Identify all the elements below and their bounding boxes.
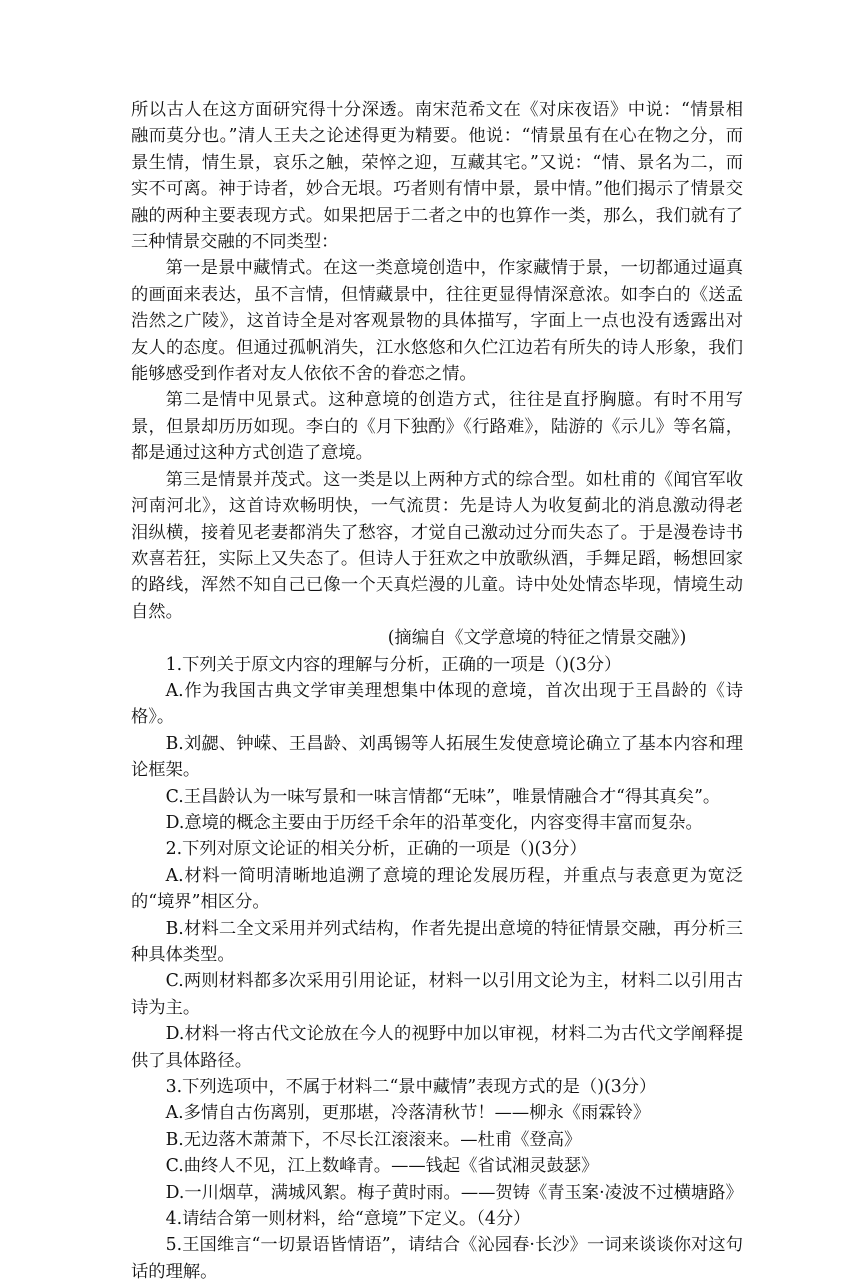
question-1-option-c: C.王昌龄认为一味写景和一味言情都“无味”，唯景情融合才“得其真矣”。 [165,786,721,807]
question-2-option-d: D.材料一将古代文论放在今人的视野中加以审视，材料二为古代文学阐释提供了具体路径。 [131,1024,743,1071]
question-2-option-c: C.两则材料都多次采用引用论证，材料一以引用文论为主，材料二以引用古诗为主。 [131,971,743,1018]
source-citation: (摘编自《文学意境的特征之情景交融》) [387,628,687,649]
question-5: 5.王国维言“一切景语皆情语”，请结合《沁园春·长沙》一词来谈谈你对这句话的理解。 [131,1235,743,1282]
question-3-option-d: D.一川烟草，满城风絮。梅子黄时雨。——贺铸《青玉案·凌波不过横塘路》 [165,1182,743,1203]
question-3-option-b: B.无边落木萧萧下，不尽长江滚滚来。—杜甫《登高》 [165,1129,582,1150]
question-4: 4.请结合第一则材料，给“意境”下定义。（4分） [165,1209,531,1230]
question-3-option-c: C.曲终人不见，江上数峰青。——钱起《省试湘灵鼓瑟》 [165,1156,599,1177]
question-3: 3.下列选项中，不属于材料二“景中藏情”表现方式的是（)(3分） [165,1077,657,1098]
paragraph-type-three: 第三是情景并茂式。这一类是以上两种方式的综合型。如杜甫的《闻官军收河南河北》，这首诗欢畅明快，一气流贯：先是诗人为收复蓟北的消息激动得老泪纵横，接着见老妻都消失了愁容，才觉自己激动过分而失态了。于是漫卷诗书欢喜若狂，实际上又失态了。但诗人于狂欢之中放歌纵酒，手舞足蹈，畅想回家的路线，浑然不知自己已像一个天真烂漫的儿童。诗中处处情态毕现，情境生动自然。 [131,469,743,622]
question-2: 2.下列对原文论证的相关分析，正确的一项是（)(3分） [165,839,587,860]
question-1-option-d: D.意境的概念主要由于历经千余年的沿革变化，内容变得丰富而复杂。 [165,812,703,833]
question-1-option-b: B.刘勰、钟嵘、王昌龄、刘禹锡等人拓展生发使意境论确立了基本内容和理论框架。 [131,733,743,781]
question-3-option-a: A.多情自古伤离别，更那堪，冷落清秋节！——柳永《雨霖铃》 [165,1103,651,1124]
question-2-option-b: B.材料二全文采用并列式结构，作者先提出意境的特征情景交融，再分析三种具体类型。 [131,918,743,965]
question-2-option-a: A.材料一简明清晰地追溯了意境的理论发展历程，并重点与表意更为宽泛的“境界”相区分。 [131,865,743,913]
question-1-option-a: A.作为我国古典文学审美理想集中体现的意境，首次出现于王昌龄的《诗格》。 [131,680,743,728]
paragraph-intro: 所以古人在这方面研究得十分深透。南宋范希文在《对床夜语》中说：“情景相融而莫分也。”清人王夫之论述得更为精要。他说：“情景虽有在心在物之分，而景生情，情生景，哀乐之触，荣悴之迎，互藏其宅。”又说：“情、景名为二，而实不可离。神于诗者，妙合无垠。巧者则有情中景，景中情。”他们揭示了情景交融的两种主要表现方式。如果把居于二者之中的也算作一类，那么，我们就有了三种情景交融的不同类型： [131,100,743,253]
paragraph-type-one: 第一是景中藏情式。在这一类意境创造中，作家藏情于景，一切都通过逼真的画面来表达，虽不言情，但情藏景中，往往更显得情深意浓。如李白的《送孟浩然之广陵》，这首诗全是对客观景物的具体描写，字面上一点也没有透露出对友人的态度。但通过孤帆消失，江水悠悠和久伫江边若有所失的诗人形象，我们能够感受到作者对友人依依不舍的眷恋之情。 [131,258,743,385]
question-1: 1.下列关于原文内容的理解与分析，正确的一项是（)(3分） [165,654,622,675]
paragraph-type-two: 第二是情中见景式。这种意境的创造方式，往往是直抒胸臆。有时不用写景，但景却历历如现。李白的《月下独酌》《行路难》，陆游的《示儿》等名篇，都是通过这种方式创造了意境。 [131,390,743,464]
document-body [131,97,743,1285]
